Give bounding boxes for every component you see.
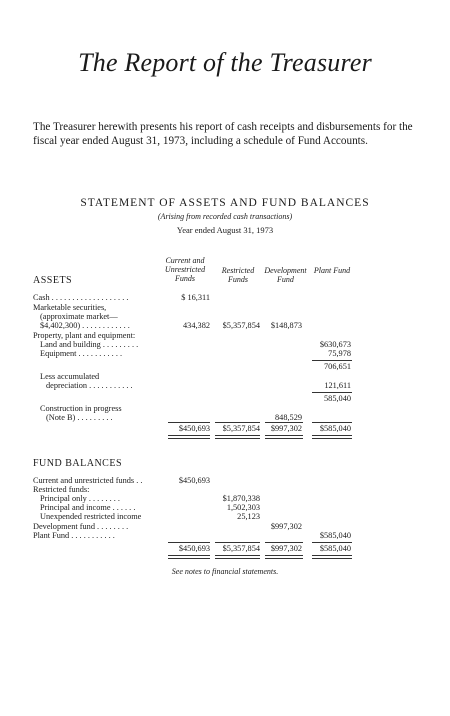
assets-heading: ASSETS: [33, 275, 73, 286]
assets-total-rule-3: [265, 422, 303, 423]
plant-fund-plant: $585,040: [319, 531, 351, 540]
assets-double-rule-2: [215, 435, 260, 439]
property-subtotal-plant: 706,651: [324, 362, 351, 371]
construction-development: 848,529: [275, 413, 302, 422]
securities-label-amount: $4,402,300) . . . . . . . . . . . .: [40, 321, 130, 330]
assets-total-plant: $585,040: [319, 424, 351, 433]
restricted-funds-label: Restricted funds:: [33, 485, 90, 494]
assets-total-rule-2: [215, 422, 260, 423]
column-header-current: Current and Unrestricted Funds: [164, 256, 206, 283]
balances-double-rule-2: [215, 555, 260, 559]
balances-total-rule-4: [312, 542, 352, 543]
assets-total-rule-1: [168, 422, 210, 423]
balances-total-rule-3: [265, 542, 303, 543]
assets-total-restricted: $5,357,854: [222, 424, 260, 433]
assets-double-rule-3: [265, 435, 303, 439]
principal-only-label: Principal only . . . . . . . .: [40, 494, 120, 503]
balances-total-development: $997,302: [270, 544, 302, 553]
column-header-restricted: Restricted Funds: [221, 266, 255, 284]
less-label: Less accumulated: [40, 372, 100, 381]
footnote: See notes to financial statements.: [171, 567, 279, 576]
development-fund-label: Development fund . . . . . . . .: [33, 522, 129, 531]
securities-restricted: $5,357,854: [222, 321, 260, 330]
plant-fund-label: Plant Fund . . . . . . . . . . .: [33, 531, 115, 540]
equipment-label: Equipment . . . . . . . . . . .: [40, 349, 123, 358]
statement-date: Year ended August 31, 1973: [176, 225, 274, 235]
assets-total-current: $450,693: [178, 424, 210, 433]
page-title: The Report of the Treasurer: [78, 48, 372, 77]
cash-current: $ 16,311: [181, 293, 210, 302]
statement-subtitle: (Arising from recorded cash transactions): [157, 212, 293, 221]
land-label: Land and building . . . . . . . . .: [40, 340, 139, 349]
principal-income-label: Principal and income . . . . . .: [40, 503, 136, 512]
fund-balances-heading: FUND BALANCES: [33, 458, 123, 469]
assets-total-development: $997,302: [270, 424, 302, 433]
construction-note-label: (Note B) . . . . . . . . .: [46, 413, 113, 422]
column-header-plant: Plant Fund: [313, 266, 351, 275]
balances-total-rule-2: [215, 542, 260, 543]
balances-double-rule-1: [168, 555, 210, 559]
assets-double-rule-4: [312, 435, 352, 439]
balances-total-current: $450,693: [178, 544, 210, 553]
balances-total-plant: $585,040: [319, 544, 351, 553]
balances-total-rule-1: [168, 542, 210, 543]
statement-title: STATEMENT OF ASSETS AND FUND BALANCES: [80, 197, 370, 209]
property-net-plant: 585,040: [324, 394, 351, 403]
depreciation-plant: 121,611: [324, 381, 351, 390]
development-fund-development: $997,302: [270, 522, 302, 531]
current-funds-label: Current and unrestricted funds . .: [33, 476, 143, 485]
assets-double-rule-1: [168, 435, 210, 439]
subtotal-rule: [312, 360, 352, 361]
construction-label: Construction in progress: [40, 404, 122, 413]
land-plant: $630,673: [319, 340, 351, 349]
depreciation-label: depreciation . . . . . . . . . . .: [46, 381, 133, 390]
principal-only-restricted: $1,870,338: [222, 494, 260, 503]
balances-total-restricted: $5,357,854: [222, 544, 260, 553]
balances-double-rule-4: [312, 555, 352, 559]
cash-label: Cash . . . . . . . . . . . . . . . . . . .: [33, 293, 129, 302]
net-rule: [312, 392, 352, 393]
securities-label: Marketable securities,: [33, 303, 107, 312]
equipment-plant: 75,978: [328, 349, 351, 358]
principal-income-restricted: 1,502,303: [226, 503, 260, 512]
current-funds-current: $450,693: [178, 476, 210, 485]
securities-current: 434,382: [183, 321, 210, 330]
property-label: Property, plant and equipment:: [33, 331, 136, 340]
unexpended-restricted: 25,123: [237, 512, 260, 521]
securities-label-market: (approximate market—: [40, 312, 118, 321]
unexpended-label: Unexpended restricted income: [40, 512, 142, 521]
assets-total-rule-4: [312, 422, 352, 423]
balances-double-rule-3: [265, 555, 303, 559]
intro-paragraph: The Treasurer herewith presents his report of cash receipts and disbursements for the fiscal year ended August 31, 1973, including a schedule of Fund Accounts.: [33, 121, 413, 147]
column-header-development: Development Fund: [264, 266, 307, 284]
securities-development: $148,873: [270, 321, 302, 330]
